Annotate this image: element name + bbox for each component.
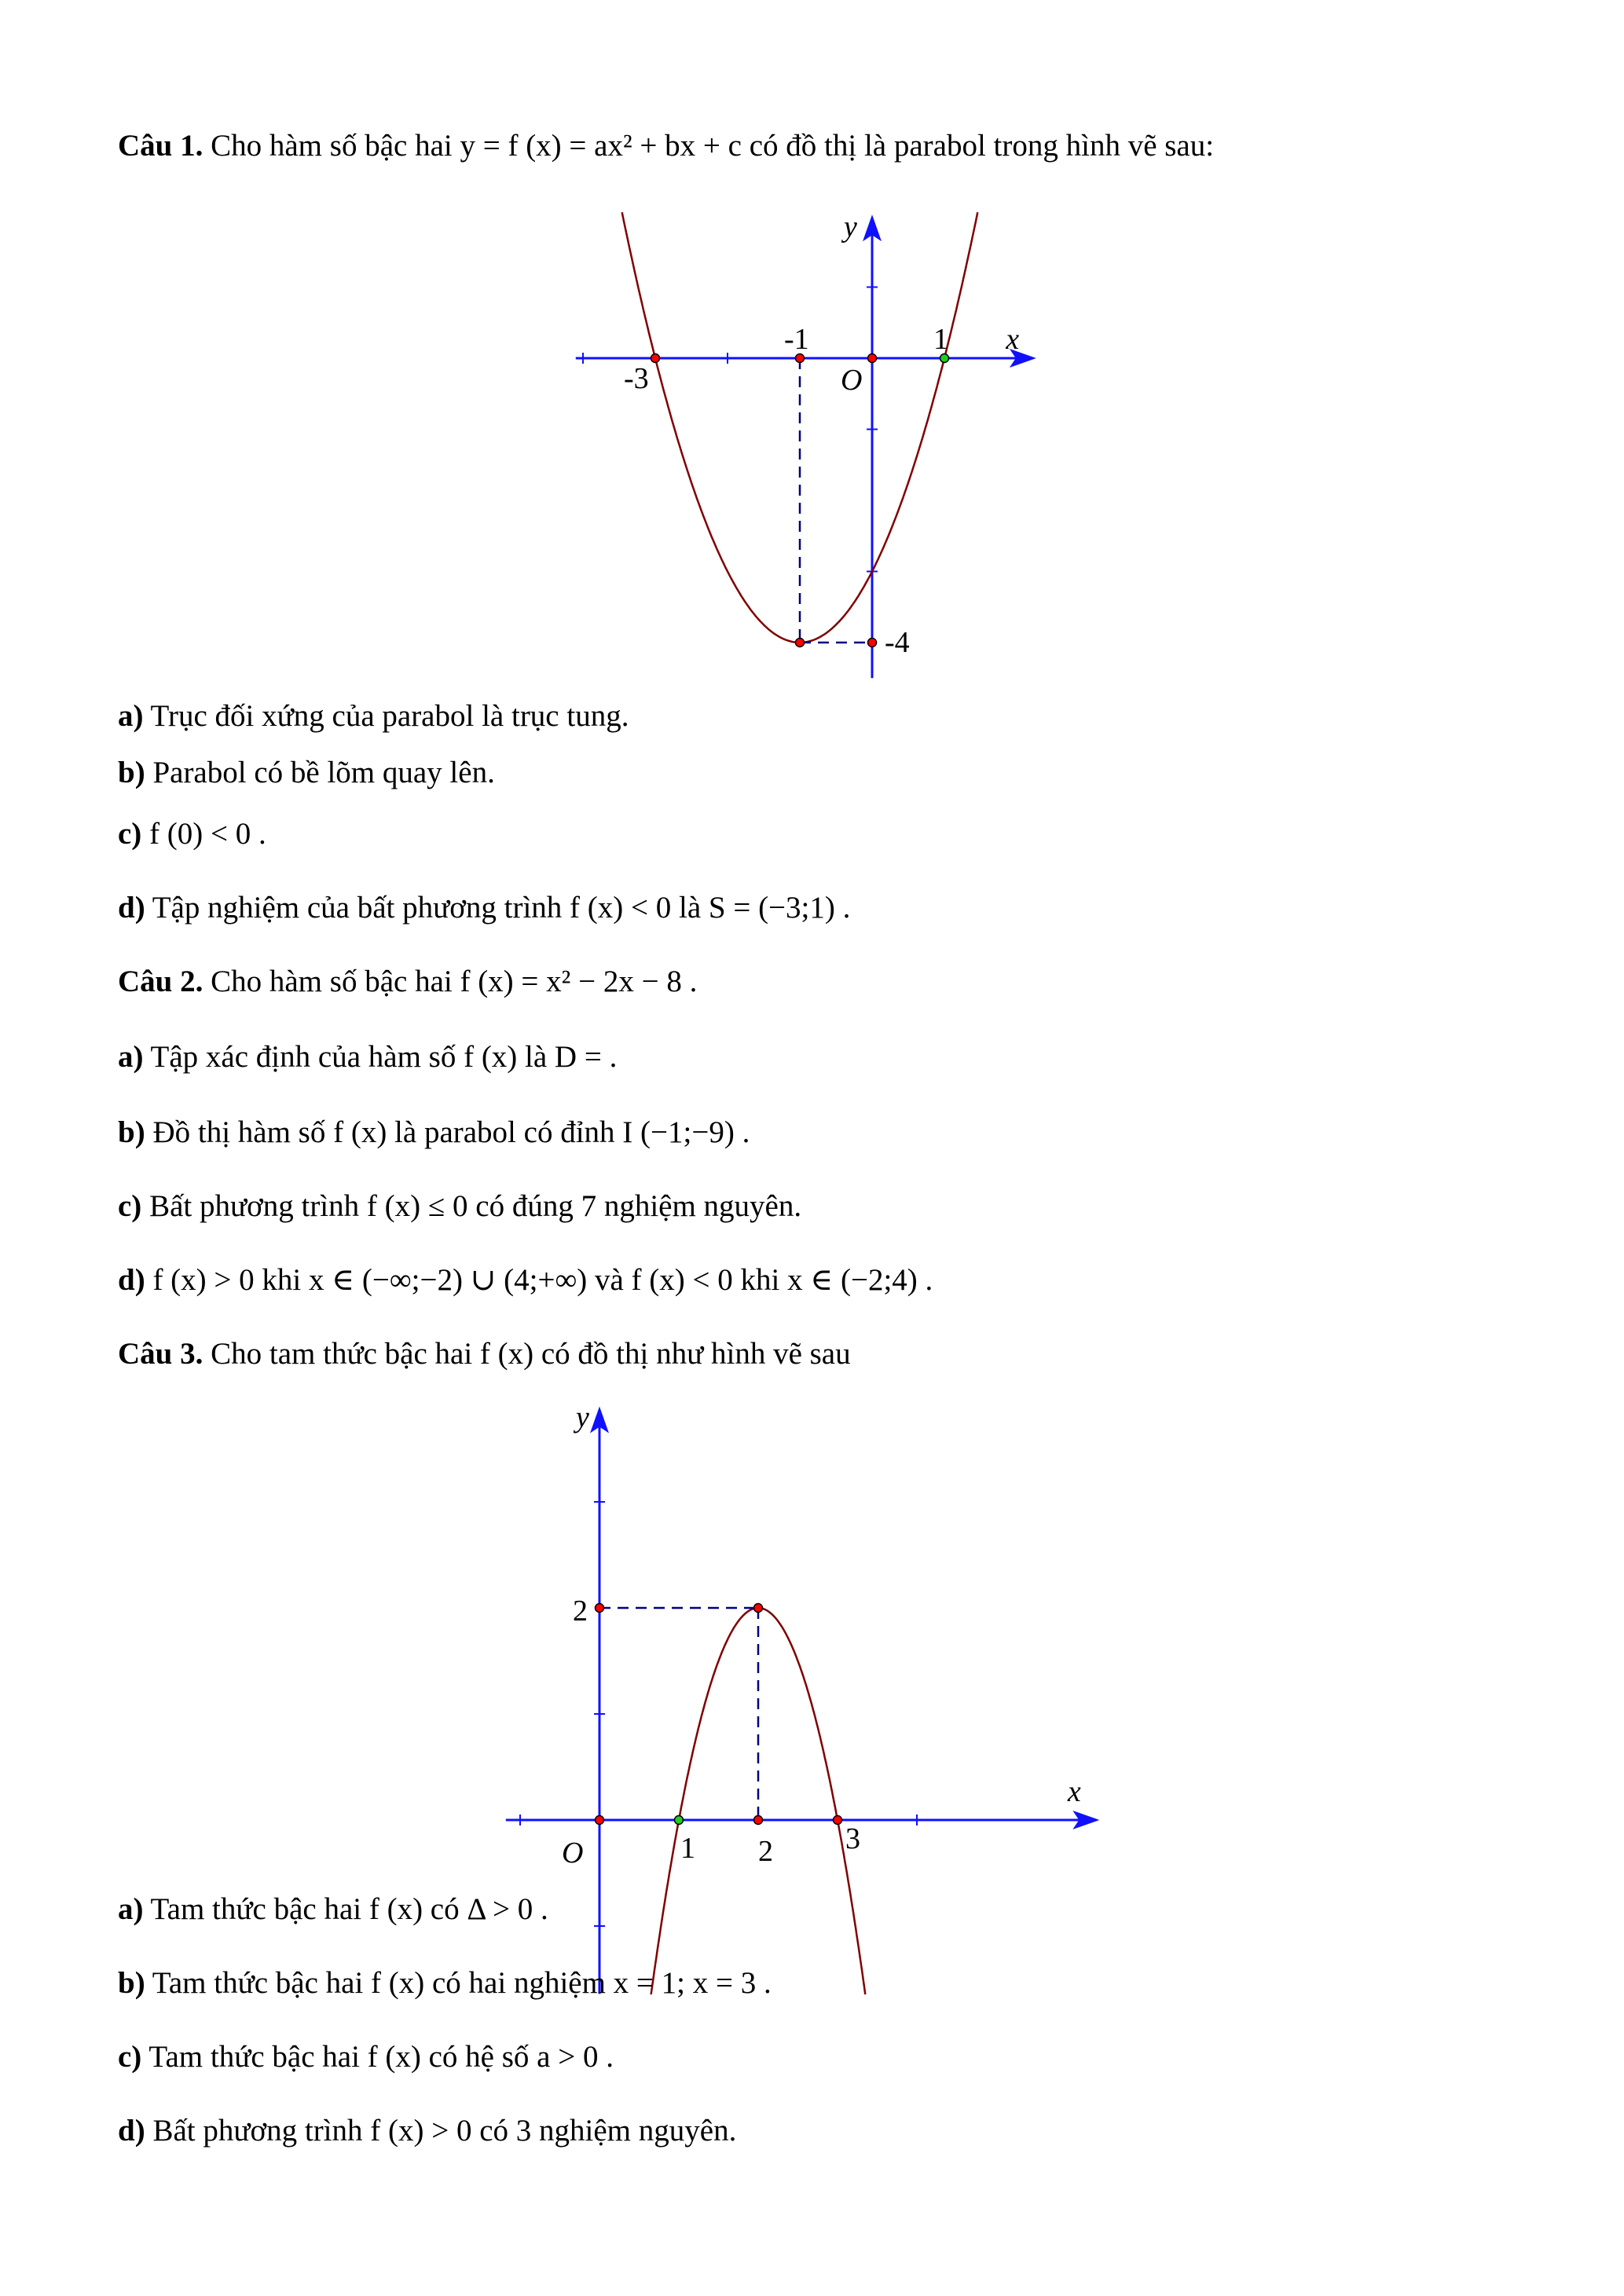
graph-point [868, 639, 877, 647]
graph-point [651, 354, 660, 363]
graph-point [754, 1604, 763, 1613]
graph-point [596, 1604, 604, 1613]
q3-prompt: Câu 3. Cho tam thức bậc hai f (x) có đồ thị như hình vẽ sau [118, 1337, 851, 1371]
graph-label: -4 [885, 626, 910, 659]
q1-item-b: b) Parabol có bề lõm quay lên. [118, 756, 495, 789]
q2-item-d: d) f (x) > 0 khi x ∈ (−∞;−2) ∪ (4;+∞) và f (x) < 0 khi x ∈ (−2;4) . [118, 1263, 933, 1297]
graph-point [596, 1816, 604, 1825]
q2-item-a: a) Tập xác định của hàm số f (x) là D = . [118, 1040, 618, 1074]
q2-item-c: c) Bất phương trình f (x) ≤ 0 có đúng 7 nghiệm nguyên. [118, 1189, 802, 1223]
graph-point [675, 1816, 684, 1825]
graph-label: x [1006, 323, 1020, 356]
graph-point [868, 354, 877, 363]
graph-label: O [562, 1836, 584, 1869]
graph-label: O [841, 364, 863, 397]
graph-label: -3 [624, 362, 649, 395]
graph-point [754, 1816, 763, 1825]
q3-item-a: a) Tam thức bậc hai f (x) có Δ > 0 . [118, 1892, 548, 1926]
q3-item-b: b) Tam thức bậc hai f (x) có hai nghiệm x = 1; x = 3 . [118, 1966, 772, 2000]
graph-label: y [844, 211, 857, 244]
graph-point [796, 639, 805, 647]
graph-label: 1 [933, 323, 948, 356]
q1-item-c: c) f (0) < 0 . [118, 817, 266, 851]
graph-label: -1 [784, 323, 809, 356]
q1-item-d: d) Tập nghiệm của bất phương trình f (x) < 0 là S = (−3;1) . [118, 891, 851, 925]
graph-point [834, 1816, 842, 1825]
graph-label: x [1067, 1775, 1081, 1808]
graph-label: 2 [573, 1595, 588, 1628]
graph-label: y [576, 1401, 589, 1434]
graph-label: 2 [758, 1835, 773, 1868]
q1-item-a: a) Trục đối xứng của parabol là trục tung. [118, 699, 629, 733]
graph-label: 1 [680, 1832, 695, 1865]
q3-item-c: c) Tam thức bậc hai f (x) có hệ số a > 0 . [118, 2040, 614, 2074]
q2-item-b: b) Đồ thị hàm số f (x) là parabol có đỉnh I (−1;−9) . [118, 1115, 750, 1149]
q3-item-d: d) Bất phương trình f (x) > 0 có 3 nghiệm nguyên. [118, 2114, 737, 2148]
graph-label: 3 [845, 1822, 860, 1855]
q1-prompt: Câu 1. Cho hàm số bậc hai y = f (x) = ax² + bx + c có đồ thị là parabol trong hình vẽ sau: [118, 129, 1215, 163]
q2-prompt: Câu 2. Cho hàm số bậc hai f (x) = x² − 2x − 8 . [118, 965, 698, 998]
